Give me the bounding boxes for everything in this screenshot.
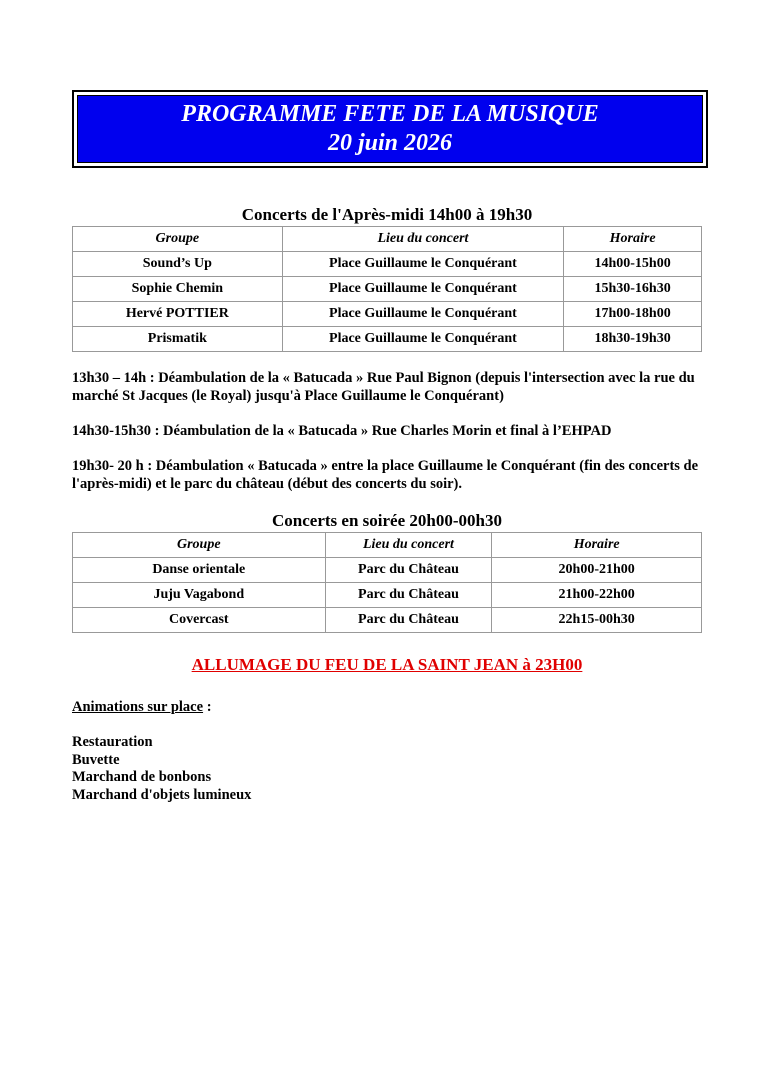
cell-venue: Parc du Château [325, 608, 492, 633]
cell-venue: Place Guillaume le Conquérant [282, 252, 564, 277]
cell-group: Prismatik [73, 327, 283, 352]
animations-heading-suffix: : [203, 699, 212, 715]
afternoon-heading: Concerts de l'Après-midi 14h00 à 19h30 [241, 205, 533, 224]
list-item: Marchand d'objets lumineux [72, 786, 252, 803]
animations-list [72, 734, 251, 804]
fire-notice: ALLUMAGE DU FEU DE LA SAINT JEAN à 23H00 [191, 655, 583, 674]
cell-venue: Parc du Château [325, 583, 492, 608]
table-header-row [73, 533, 702, 558]
list-item: Buvette [72, 751, 120, 768]
table-row [73, 558, 702, 583]
evening-table [72, 532, 702, 633]
cell-venue: Place Guillaume le Conquérant [282, 327, 564, 352]
parade-paragraph-1: 13h30 – 14h : Déambulation de la « Batucada » Rue Paul Bignon (depuis l'intersection avec la rue du marché St Jacques (le Royal) jusqu'à Place Guillaume le Conquérant) [72, 370, 695, 404]
list-item: Restauration [72, 734, 153, 750]
title-banner [77, 95, 703, 163]
cell-time: 14h00-15h00 [564, 252, 702, 277]
column-header-venue: Lieu du concert [325, 533, 492, 558]
table-header-row [73, 227, 702, 252]
cell-venue: Place Guillaume le Conquérant [282, 302, 564, 327]
evening-heading: Concerts en soirée 20h00-00h30 [272, 511, 502, 530]
cell-group: Danse orientale [73, 558, 326, 583]
table-row [73, 277, 702, 302]
cell-venue: Parc du Château [325, 558, 492, 583]
cell-group: Sound’s Up [73, 252, 283, 277]
cell-time: 20h00-21h00 [492, 558, 702, 583]
cell-group: Covercast [73, 608, 326, 633]
table-row [73, 327, 702, 352]
cell-group: Sophie Chemin [73, 277, 283, 302]
title-line-2: 20 juin 2026 [327, 130, 453, 156]
parade-paragraph-3: 19h30- 20 h : Déambulation « Batucada » entre la place Guillaume le Conquérant (fin des concerts de l'après-midi) et le parc du château (début des concerts du soir). [72, 458, 699, 492]
afternoon-table [72, 226, 702, 352]
column-header-venue: Lieu du concert [282, 227, 564, 252]
cell-group: Juju Vagabond [73, 583, 326, 608]
table-row [73, 608, 702, 633]
list-item: Marchand de bonbons [72, 769, 212, 785]
table-row [73, 252, 702, 277]
cell-group: Hervé POTTIER [73, 302, 283, 327]
column-header-group: Groupe [73, 227, 283, 252]
cell-time: 18h30-19h30 [564, 327, 702, 352]
cell-time: 17h00-18h00 [564, 302, 702, 327]
cell-time: 22h15-00h30 [492, 608, 702, 633]
animations-heading-text: Animations sur place [72, 699, 204, 715]
cell-time: 21h00-22h00 [492, 583, 702, 608]
animations-heading [72, 699, 212, 716]
column-header-time: Horaire [564, 227, 702, 252]
cell-time: 15h30-16h30 [564, 277, 702, 302]
title-box [72, 90, 708, 168]
parade-paragraph-2: 14h30-15h30 : Déambulation de la « Batucada » Rue Charles Morin et final à l’EHPAD [72, 423, 612, 439]
column-header-group: Groupe [73, 533, 326, 558]
title-line-1: PROGRAMME FETE DE LA MUSIQUE [181, 101, 599, 127]
table-row [73, 583, 702, 608]
column-header-time: Horaire [492, 533, 702, 558]
cell-venue: Place Guillaume le Conquérant [282, 277, 564, 302]
table-row [73, 302, 702, 327]
